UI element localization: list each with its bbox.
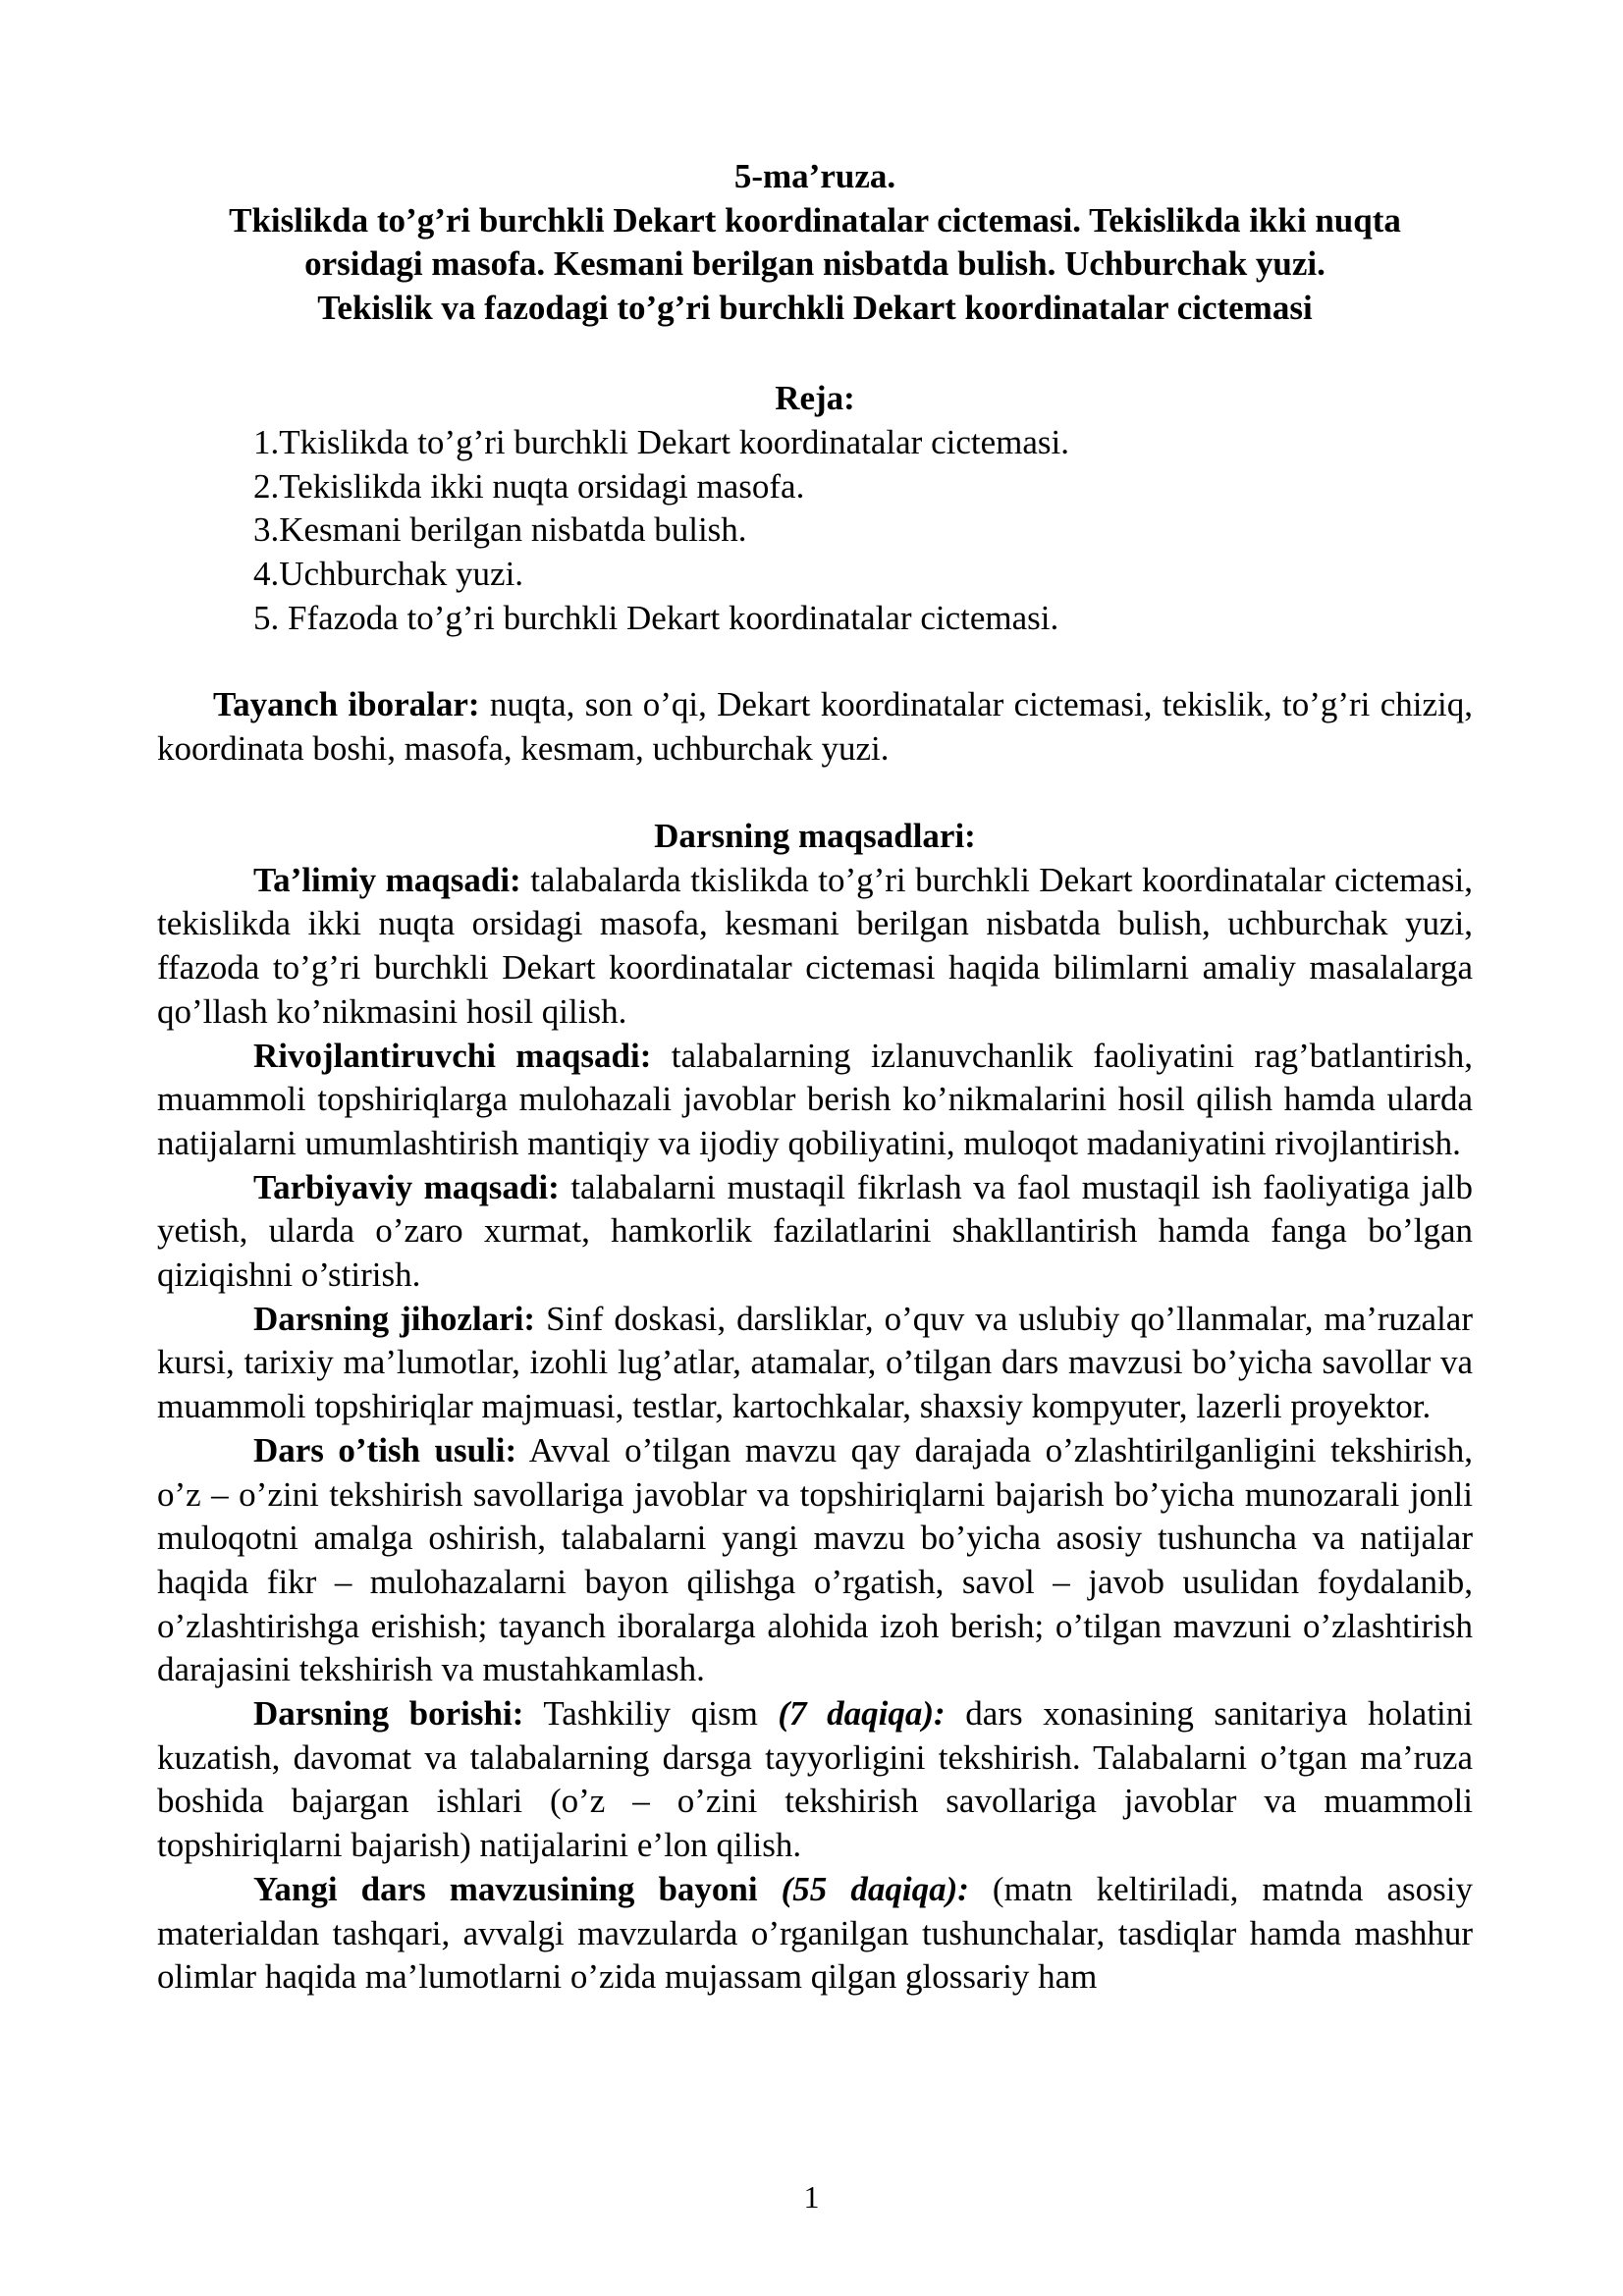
tarbiya-label: Tarbiyaviy maqsadi: <box>253 1167 560 1206</box>
page-number: 1 <box>803 2179 820 2215</box>
usul-paragraph <box>157 1429 1473 1692</box>
yangi-text: (matn keltiriladi, matnda asosiy materialdan tashqari, avvalgi mavzularda o’rganilgan tushunchalar, tasdiqlar hamda mashhur olimlar haqida ma’lumotlarni o’zida mujassam qilgan glossariy ham <box>157 1869 1473 1997</box>
jihozlar-label: Darsning jihozlari: <box>253 1299 536 1338</box>
reja-heading: Reja: <box>775 379 855 417</box>
title-line-1: Tkislikda to’g’ri burchkli Dekart koordinatalar cictemasi. Tekislikda ikki nuqta <box>229 200 1401 240</box>
reja-item: 3.Kesmani berilgan nisbatda bulish. <box>253 510 747 550</box>
lecture-number: 5-ma’ruza. <box>733 157 896 195</box>
yangi-label: Yangi dars mavzusining bayoni <box>253 1869 758 1908</box>
tarbiya-paragraph <box>157 1166 1473 1298</box>
talimiy-text: talabalarda tkislikda to’g’ri burchkli Dekart koordinatalar cictemasi, tekislikda ikki nuqta orsidagi masofa, kesmani berilgan nisbatda bulish, uchburchak yuzi, ffazoda to’g’ri burchkli Dekart koordinatalar cictemasi haqida bilimlarni amaliy masalalarga qo’llash ko’nikmasini hosil qilish. <box>157 860 1473 1031</box>
tarbiya-text: talabalarni mustaqil fikrlash va faol mustaqil ish faoliyatiga jalb yetish, ularda o’zaro xurmat, hamkorlik fazilatlarini shakllantirish hamda fanga bo’lgan qiziqishni o’stirish. <box>157 1167 1474 1295</box>
title-line-2: orsidagi masofa. Kesmani berilgan nisbatda bulish. Uchburchak yuzi. <box>304 244 1325 284</box>
talimiy-paragraph <box>157 859 1473 1035</box>
rivoj-text: talabalarning izlanuvchanlik faoliyatini rag’batlantirish, muammoli topshiriqlarga mulohazali javoblar berish ko’nikmalarini hosil qilish hamda ularda natijalarni umumlashtirish mantiqiy va ijodiy qobiliyatini, muloqot madaniyatini rivojlantirish. <box>157 1036 1473 1162</box>
reja-item: 2.Tekislikda ikki nuqta orsidagi masofa. <box>253 466 805 506</box>
title-line-3: Tekislik va fazodagi to’g’ri burchkli Dekart koordinatalar cictemasi <box>317 289 1313 328</box>
title-block <box>157 155 1473 331</box>
tayanch-label: Tayanch iboralar: <box>213 685 480 723</box>
reja-item: 1.Tkislikda to’g’ri burchkli Dekart koordinatalar cictemasi. <box>253 423 1069 461</box>
borishi-paragraph <box>157 1692 1473 1868</box>
jihozlar-paragraph <box>157 1298 1473 1429</box>
main-body <box>157 815 1473 2000</box>
borishi-time: (7 daqiqa): <box>778 1694 946 1734</box>
usul-label: Dars o’tish usuli: <box>253 1430 517 1469</box>
maqsadlar-heading: Darsning maqsadlari: <box>654 817 976 855</box>
borishi-label: Darsning borishi: <box>253 1694 524 1734</box>
borishi-text-1: Tashkiliy qism <box>523 1694 779 1734</box>
tayanch-paragraph <box>157 683 1473 771</box>
usul-text: Avval o’tilgan mavzu qay darajada o’zlashtirilganligini tekshirish, o’z – o’zini tekshirish savollariga javoblar va topshiriqlarni bajarish bo’yicha munozarali jonli muloqotni amalga oshirish, talabalarni yangi mavzu bo’yicha asosiy tushuncha va natijalar haqida fikr – mulohazalarni bayon qilishga o’rgatish, savol – javob usulidan foydalanib, o’zlashtirishga erishish; tayanch iboralarga alohida izoh berish; o’tilgan mavzuni o’zlashtirish darajasini tekshirish va mustahkamlash. <box>157 1430 1473 1689</box>
rivoj-paragraph <box>157 1035 1473 1166</box>
reja-list <box>253 421 1069 641</box>
yangi-time: (55 daqiqa): <box>757 1869 969 1908</box>
yangi-paragraph <box>157 1868 1473 2000</box>
talimiy-label: Ta’limiy maqsadi: <box>253 860 521 899</box>
reja-item: 4.Uchburchak yuzi. <box>253 555 524 594</box>
reja-item: 5. Ffazoda to’g’ri burchkli Dekart koordinatalar cictemasi. <box>253 598 1059 637</box>
rivoj-label: Rivojlantiruvchi maqsadi: <box>253 1036 652 1075</box>
borishi-text-2: dars xonasining sanitariya holatini kuzatish, davomat va talabalarning darsga tayyorligini tekshirish. Talabalarni o’tgan ma’ruza boshida bajargan ishlari (o’z – o’zini tekshirish savollariga javoblar va muammoli topshiriqlarni bajarish) natijalarini e’lon qilish. <box>157 1694 1474 1865</box>
jihozlar-text: Sinf doskasi, darsliklar, o’quv va uslubiy qo’llanmalar, ma’ruzalar kursi, tarixiy ma’lumotlar, izohli lug’atlar, atamalar, o’tilgan dars mavzusi bo’yicha savollar va muammoli topshiriqlar majmuasi, testlar, kartochkalar, shaxsiy kompyuter, lazerli proyektor. <box>157 1299 1474 1426</box>
tayanch-text: nuqta, son o’qi, Dekart koordinatalar cictemasi, tekislik, to’g’ri chiziq, koordinata boshi, masofa, kesmam, uchburchak yuzi. <box>157 685 1473 768</box>
